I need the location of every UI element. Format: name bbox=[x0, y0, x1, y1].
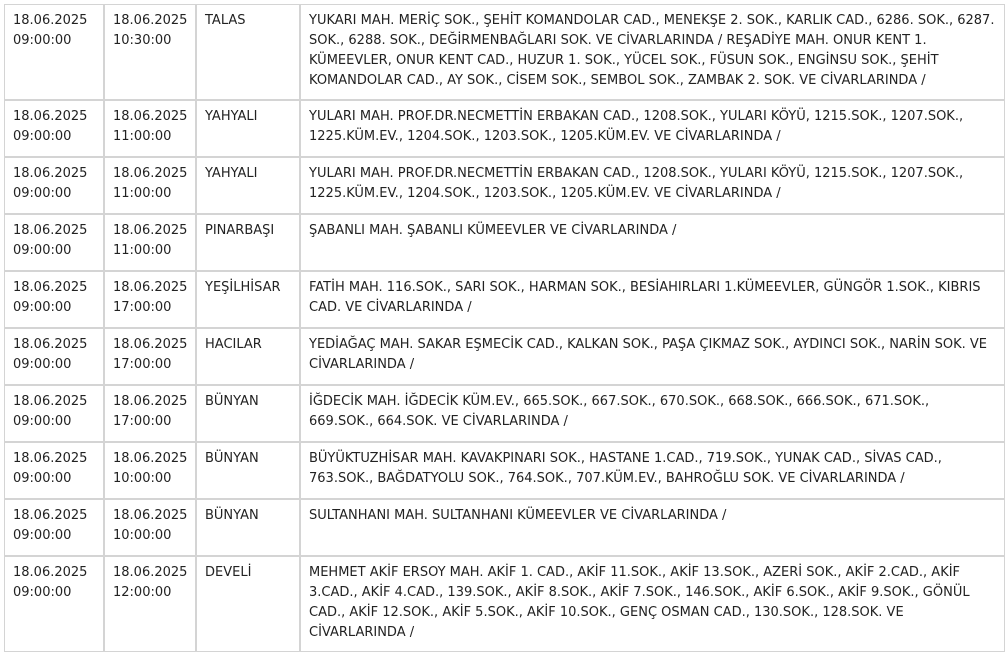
address-cell: İĞDECİK MAH. İĞDECİK KÜM.EV., 665.SOK., 667.SOK., 670.SOK., 668.SOK., 666.SOK., 671.SOK., 669.SOK., 664.SOK. VE CİVARLARINDA / bbox=[300, 385, 1005, 442]
start-time-cell: 18.06.2025 09:00:00 bbox=[4, 499, 104, 556]
address-cell: YULARI MAH. PROF.DR.NECMETTİN ERBAKAN CAD., 1208.SOK., YULARI KÖYÜ, 1215.SOK., 1207.SOK., 1225.KÜM.EV., 1204.SOK., 1203.SOK., 1205.KÜM.EV. VE CİVARLARINDA / bbox=[300, 100, 1005, 157]
end-time-cell: 18.06.2025 10:00:00 bbox=[104, 442, 196, 499]
end-time-cell: 18.06.2025 11:00:00 bbox=[104, 100, 196, 157]
address-cell: SULTANHANI MAH. SULTANHANI KÜMEEVLER VE CİVARLARINDA / bbox=[300, 499, 1005, 556]
district-cell: YEŞİLHİSAR bbox=[196, 271, 300, 328]
table-row bbox=[4, 442, 1005, 499]
end-time-cell: 18.06.2025 11:00:00 bbox=[104, 157, 196, 214]
outage-table-body bbox=[4, 4, 1005, 652]
start-time-cell: 18.06.2025 09:00:00 bbox=[4, 271, 104, 328]
end-time-cell: 18.06.2025 12:00:00 bbox=[104, 556, 196, 652]
table-row bbox=[4, 385, 1005, 442]
district-cell: TALAS bbox=[196, 4, 300, 100]
address-cell: YEDİAĞAÇ MAH. SAKAR EŞMECİK CAD., KALKAN SOK., PAŞA ÇIKMAZ SOK., AYDINCI SOK., NARİN SOK. VE CİVARLARINDA / bbox=[300, 328, 1005, 385]
start-time-cell: 18.06.2025 09:00:00 bbox=[4, 214, 104, 271]
outage-table bbox=[4, 4, 1005, 652]
table-row bbox=[4, 214, 1005, 271]
district-cell: BÜNYAN bbox=[196, 499, 300, 556]
address-cell: MEHMET AKİF ERSOY MAH. AKİF 1. CAD., AKİF 11.SOK., AKİF 13.SOK., AZERİ SOK., AKİF 2.CAD., AKİF 3.CAD., AKİF 4.CAD., 139.SOK., AKİF 8.SOK., AKİF 7.SOK., 146.SOK., AKİF 6.SOK., AKİF 9.SOK., GÖNÜL CAD., AKİF 12.SOK., AKİF 5.SOK., AKİF 10.SOK., GENÇ OSMAN CAD., 130.SOK., 128.SOK. VE CİVARLARINDA / bbox=[300, 556, 1005, 652]
district-cell: BÜNYAN bbox=[196, 385, 300, 442]
district-cell: PINARBAŞI bbox=[196, 214, 300, 271]
district-cell: BÜNYAN bbox=[196, 442, 300, 499]
address-cell: BÜYÜKTUZHİSAR MAH. KAVAKPINARI SOK., HASTANE 1.CAD., 719.SOK., YUNAK CAD., SİVAS CAD., 763.SOK., BAĞDATYOLU SOK., 764.SOK., 707.KÜM.EV., BAHROĞLU SOK. VE CİVARLARINDA / bbox=[300, 442, 1005, 499]
address-cell: ŞABANLI MAH. ŞABANLI KÜMEEVLER VE CİVARLARINDA / bbox=[300, 214, 1005, 271]
start-time-cell: 18.06.2025 09:00:00 bbox=[4, 556, 104, 652]
district-cell: YAHYALI bbox=[196, 100, 300, 157]
district-cell: DEVELİ bbox=[196, 556, 300, 652]
district-cell: HACILAR bbox=[196, 328, 300, 385]
table-row bbox=[4, 499, 1005, 556]
end-time-cell: 18.06.2025 17:00:00 bbox=[104, 385, 196, 442]
end-time-cell: 18.06.2025 17:00:00 bbox=[104, 271, 196, 328]
address-cell: FATİH MAH. 116.SOK., SARI SOK., HARMAN SOK., BESİAHIRLARI 1.KÜMEEVLER, GÜNGÖR 1.SOK., KIBRIS CAD. VE CİVARLARINDA / bbox=[300, 271, 1005, 328]
district-cell: YAHYALI bbox=[196, 157, 300, 214]
end-time-cell: 18.06.2025 10:00:00 bbox=[104, 499, 196, 556]
start-time-cell: 18.06.2025 09:00:00 bbox=[4, 100, 104, 157]
table-row bbox=[4, 556, 1005, 652]
start-time-cell: 18.06.2025 09:00:00 bbox=[4, 442, 104, 499]
table-row bbox=[4, 4, 1005, 100]
address-cell: YULARI MAH. PROF.DR.NECMETTİN ERBAKAN CAD., 1208.SOK., YULARI KÖYÜ, 1215.SOK., 1207.SOK., 1225.KÜM.EV., 1204.SOK., 1203.SOK., 1205.KÜM.EV. VE CİVARLARINDA / bbox=[300, 157, 1005, 214]
table-row bbox=[4, 100, 1005, 157]
address-cell: YUKARI MAH. MERİÇ SOK., ŞEHİT KOMANDOLAR CAD., MENEKŞE 2. SOK., KARLIK CAD., 6286. SOK., 6287. SOK., 6288. SOK., DEĞİRMENBAĞLARI SOK. VE CİVARLARINDA / REŞADİYE MAH. ONUR KENT 1. KÜMEEVLER, ONUR KENT CAD., HUZUR 1. SOK., YÜCEL SOK., FÜSUN SOK., ENGİNSU SOK., ŞEHİT KOMANDOLAR CAD., AY SOK., CİSEM SOK., SEMBOL SOK., ZAMBAK 2. SOK. VE CİVARLARINDA / bbox=[300, 4, 1005, 100]
end-time-cell: 18.06.2025 17:00:00 bbox=[104, 328, 196, 385]
start-time-cell: 18.06.2025 09:00:00 bbox=[4, 157, 104, 214]
start-time-cell: 18.06.2025 09:00:00 bbox=[4, 328, 104, 385]
end-time-cell: 18.06.2025 10:30:00 bbox=[104, 4, 196, 100]
table-row bbox=[4, 157, 1005, 214]
end-time-cell: 18.06.2025 11:00:00 bbox=[104, 214, 196, 271]
table-row bbox=[4, 328, 1005, 385]
start-time-cell: 18.06.2025 09:00:00 bbox=[4, 4, 104, 100]
start-time-cell: 18.06.2025 09:00:00 bbox=[4, 385, 104, 442]
table-row bbox=[4, 271, 1005, 328]
